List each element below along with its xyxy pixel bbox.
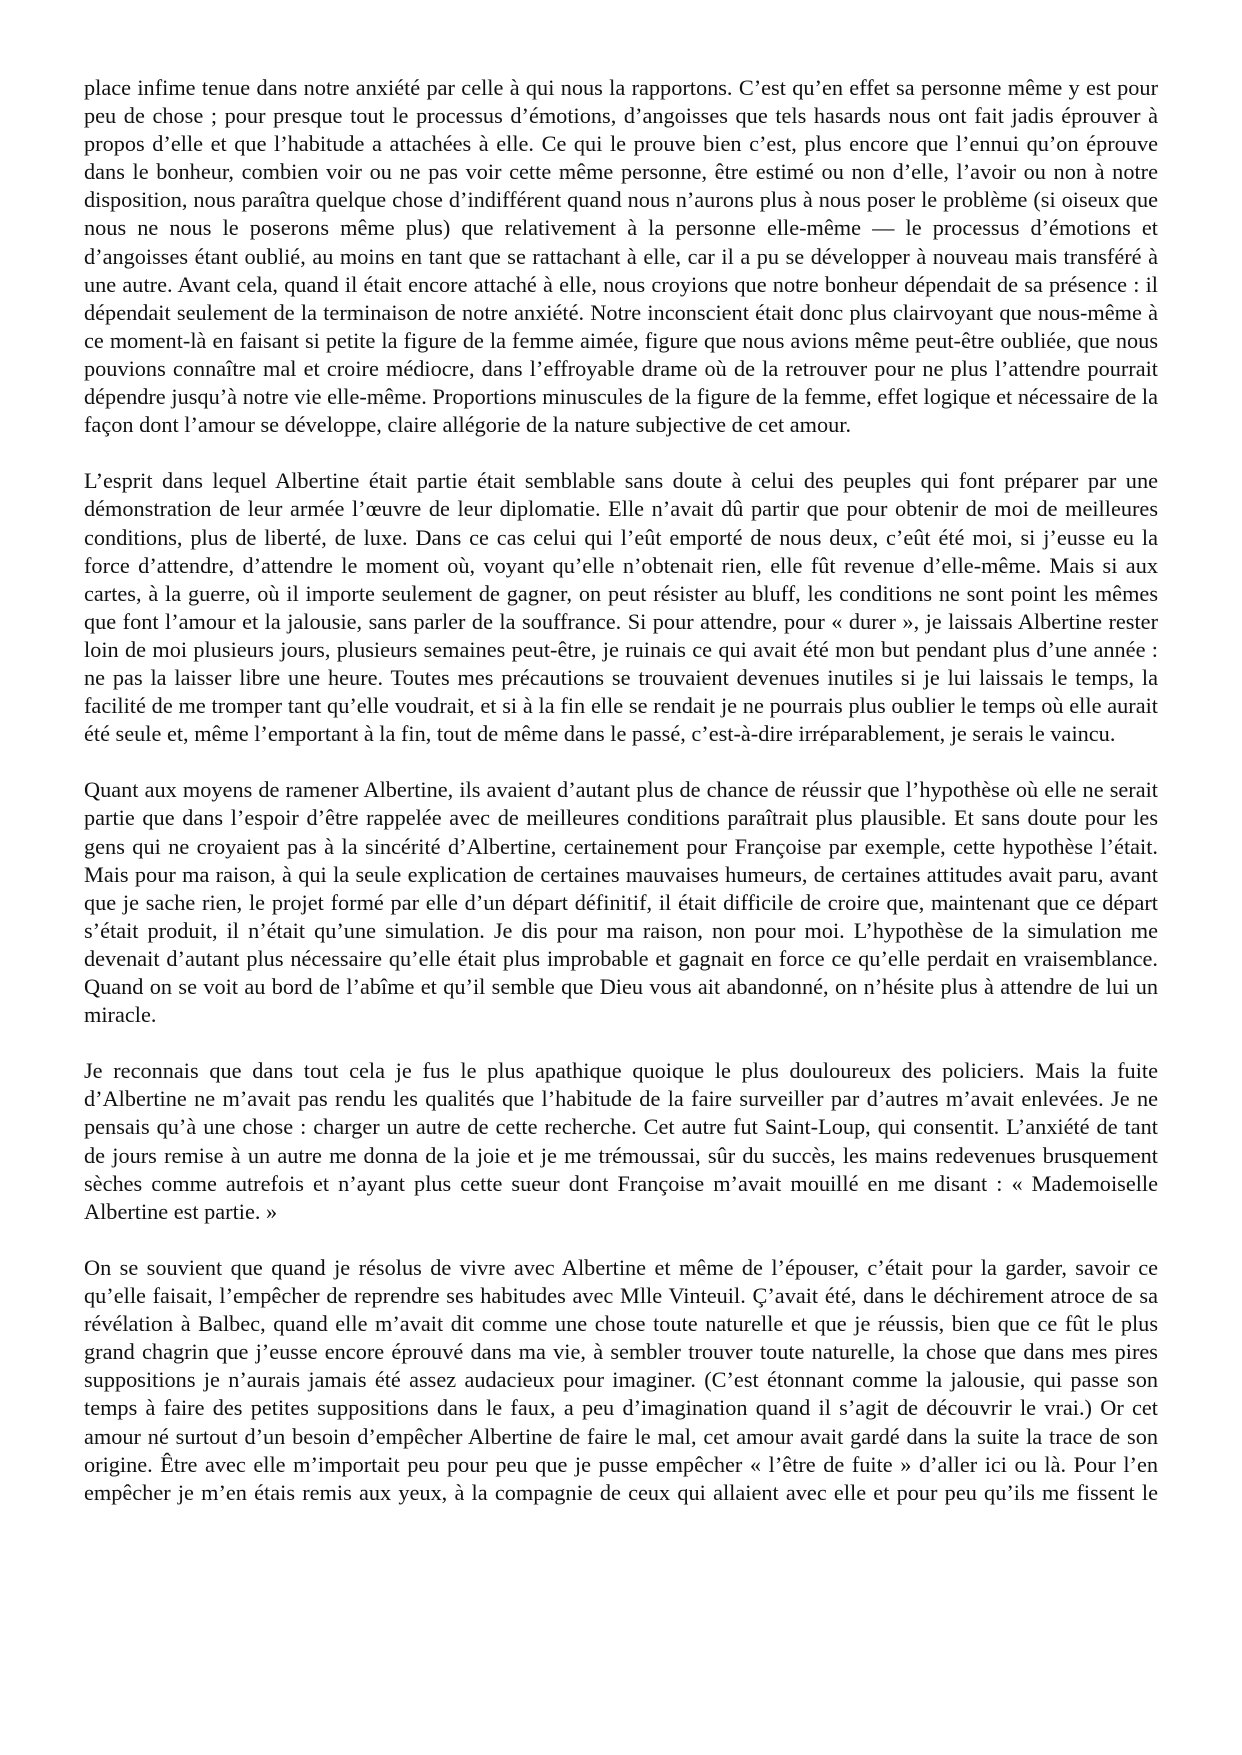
paragraph-1: place infime tenue dans notre anxiété par celle à qui nous la rapportons. C’est qu’en effet sa personne même y est pour peu de chose ; pour presque tout le processus d’émotions, d’angoisses que tels hasards nous ont fait jadis éprouver à propos d’elle et que l’habitude a attachées à elle. Ce qui le prouve bien c’est, plus encore que l’ennui qu’on éprouve dans le bonheur, combien voir ou ne pas voir cette même personne, être estimé ou non d’elle, l’avoir ou non à notre disposition, nous paraîtra quelque chose d’indifférent quand nous n’aurons plus à nous poser le problème (si oiseux que nous ne nous le poserons même plus) que relativement à la personne elle-même — le processus d’émotions et d’angoisses étant oublié, au moins en tant que se rattachant à elle, car il a pu se développer à nouveau mais transféré à une autre. Avant cela, quand il était encore attaché à elle, nous croyions que notre bonheur dépendait de sa présence : il dépendait seulement de la terminaison de notre anxiété. Notre inconscient était donc plus clairvoyant que nous-même à ce moment-là en faisant si petite la figure de la femme aimée, figure que nous avions même peut-être oubliée, que nous pouvions connaître mal et croire médiocre, dans l’effroyable drame où de la retrouver pour ne plus l’attendre pourrait dépendre jusqu’à notre vie elle-même. Proportions minuscules de la figure de la femme, effet logique et nécessaire de la façon dont l’amour se développe, claire allégorie de la nature subjective de cet amour. [84, 75, 1158, 438]
paragraph-5: On se souvient que quand je résolus de vivre avec Albertine et même de l’épouser, c’était pour la garder, savoir ce qu’elle faisait, l’empêcher de reprendre ses habitudes avec Mlle Vinteuil. Ç’avait été, dans le déchirement atroce de sa révélation à Balbec, quand elle m’avait dit comme une chose toute naturelle et que je réussis, bien que ce fût le plus grand chagrin que j’eusse encore éprouvé dans ma vie, à sembler trouver toute naturelle, la chose que dans mes pires suppositions je n’aurais jamais été assez audacieux pour imaginer. (C’est étonnant comme la jalousie, qui passe son temps à faire des petites suppositions dans le faux, a peu d’imagination quand il s’agit de découvrir le vrai.) Or cet amour né surtout d’un besoin d’empêcher Albertine de faire le mal, cet amour avait gardé dans la suite la trace de son origine. Être avec elle m’importait peu pour peu que je pusse empêcher « l’être de fuite » d’aller ici ou là. Pour l’en empêcher je m’en étais remis aux yeux, à la compagnie de ceux qui allaient avec elle et pour peu qu’ils me fissent le [84, 1254, 1158, 1505]
paragraph-2: L’esprit dans lequel Albertine était partie était semblable sans doute à celui des peuples qui font préparer par une démonstration de leur armée l’œuvre de leur diplomatie. Elle n’avait dû partir que pour obtenir de moi de meilleures conditions, plus de liberté, de luxe. Dans ce cas celui qui l’eût emporté de nous deux, c’eût été moi, si j’eusse eu la force d’attendre, d’attendre le moment où, voyant qu’elle n’obtenait rien, elle fût revenue d’elle-même. Mais si aux cartes, à la guerre, où il importe seulement de gagner, on peut résister au bluff, les conditions ne sont point les mêmes que font l’amour et la jalousie, sans parler de la souffrance. Si pour attendre, pour « durer », je laissais Albertine rester loin de moi plusieurs jours, plusieurs semaines peut-être, je ruinais ce qui avait été mon but pendant plus d’une année : ne pas la laisser libre une heure. Toutes mes précautions se trouvaient devenues inutiles si je lui laissais le temps, la facilité de me tromper tant qu’elle voudrait, et si à la fin elle se rendait je ne pourrais plus oublier le temps où elle aurait été seule et, même l’emportant à la fin, tout de même dans le passé, c’est-à-dire irréparablement, je serais le vaincu. [84, 468, 1158, 747]
paragraph-4: Je reconnais que dans tout cela je fus le plus apathique quoique le plus douloureux des policiers. Mais la fuite d’Albertine ne m’avait pas rendu les qualités que l’habitude de la faire surveiller par d’autres m’avait enlevées. Je ne pensais qu’à une chose : charger un autre de cette recherche. Cet autre fut Saint-Loup, qui consentit. L’anxiété de tant de jours remise à un autre me donna de la joie et je me trémoussai, sûr du succès, les mains redevenues brusquement sèches comme autrefois et n’ayant plus cette sueur dont Françoise m’avait mouillé en me disant : « Mademoiselle Albertine est partie. » [84, 1058, 1158, 1224]
document-page [84, 74, 1158, 1507]
paragraph-3: Quant aux moyens de ramener Albertine, ils avaient d’autant plus de chance de réussir que l’hypothèse où elle ne serait partie que dans l’espoir d’être rappelée avec de meilleures conditions paraîtrait plus plausible. Et sans doute pour les gens qui ne croyaient pas à la sincérité d’Albertine, certainement pour Françoise par exemple, cette hypothèse l’était. Mais pour ma raison, à qui la seule explication de certaines mauvaises humeurs, de certaines attitudes avait paru, avant que je sache rien, le projet formé par elle d’un départ définitif, il était difficile de croire que, maintenant que ce départ s’était produit, il n’était qu’une simulation. Je dis pour ma raison, non pour moi. L’hypothèse de la simulation me devenait d’autant plus nécessaire qu’elle était plus improbable et gagnait en force ce qu’elle perdait en vraisemblance. Quand on se voit au bord de l’abîme et qu’il semble que Dieu vous ait abandonné, on n’hésite plus à attendre de lui un miracle. [84, 777, 1158, 1028]
